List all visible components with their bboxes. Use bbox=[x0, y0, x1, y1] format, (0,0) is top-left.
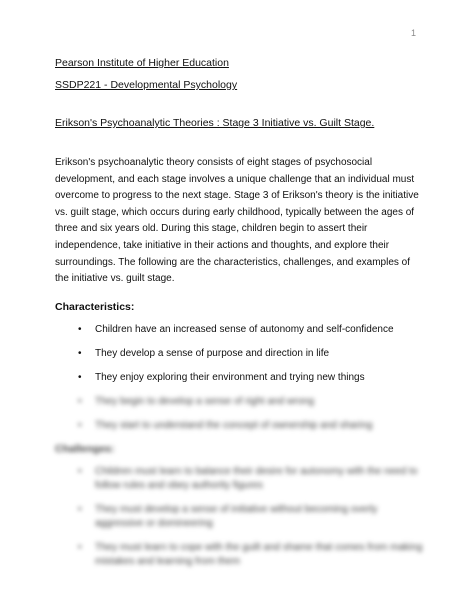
list-item-text: They develop a sense of purpose and direction in life bbox=[95, 347, 330, 359]
list-item-blurred bbox=[55, 419, 425, 433]
bullet-icon: • bbox=[78, 541, 82, 553]
list-item-text: Children have an increased sense of autonomy and self-confidence bbox=[95, 323, 394, 335]
page-number: 1 bbox=[410, 28, 416, 38]
bullet-icon: • bbox=[78, 503, 82, 515]
document-body bbox=[55, 57, 425, 579]
challenges-section bbox=[55, 443, 425, 569]
list-item-text: They enjoy exploring their environment and trying new things bbox=[95, 371, 365, 383]
bullet-icon: • bbox=[78, 395, 82, 407]
list-item-blurred bbox=[55, 395, 425, 409]
bullet-icon: • bbox=[78, 371, 82, 383]
characteristics-list bbox=[55, 323, 425, 433]
institute-name: Pearson Institute of Higher Education bbox=[55, 57, 229, 69]
list-item-text: They begin to develop a sense of right and wrong bbox=[95, 395, 315, 407]
bullet-icon: • bbox=[78, 323, 82, 335]
list-item-text: Children must learn to balance their desire for autonomy with the need to follow rules and obey authority figures bbox=[95, 465, 418, 491]
list-item bbox=[55, 323, 425, 337]
characteristics-section bbox=[55, 301, 425, 433]
list-item-text: They must develop a sense of initiative without becoming overly aggressive or domineering bbox=[95, 503, 378, 529]
list-item bbox=[55, 371, 425, 385]
list-item bbox=[55, 347, 425, 361]
list-item bbox=[55, 465, 425, 493]
essay-title: Erikson's Psychoanalytic Theories : Stage 3 Initiative vs. Guilt Stage. bbox=[55, 117, 375, 129]
course-title: SSDP221 - Developmental Psychology bbox=[55, 79, 238, 91]
list-item-text: They must learn to cope with the guilt and shame that comes from making mistakes and learning from them bbox=[95, 541, 423, 567]
intro-paragraph: Erikson's psychoanalytic theory consists of eight stages of psychosocial development, and each stage involves a unique challenge that an individual must overcome to progress to the next stage. Stage 3 of Erikson's theory is the initiative vs. guilt stage, which occurs during early childhood, typically between the ages of three and six years old. During this stage, children begin to assert their independence, take initiative in their actions and thoughts, and explore their surroundings. The following are the characteristics, challenges, and examples of the initiative vs. guilt stage. bbox=[55, 157, 419, 285]
bullet-icon: • bbox=[78, 347, 82, 359]
list-item-text: They start to understand the concept of ownership and sharing bbox=[95, 419, 373, 431]
bullet-icon: • bbox=[78, 465, 82, 477]
list-item bbox=[55, 503, 425, 531]
challenges-heading: Challenges: bbox=[55, 442, 115, 455]
bullet-icon: • bbox=[78, 419, 82, 431]
characteristics-heading: Characteristics: bbox=[55, 300, 135, 313]
challenges-list bbox=[55, 465, 425, 569]
list-item bbox=[55, 541, 425, 569]
